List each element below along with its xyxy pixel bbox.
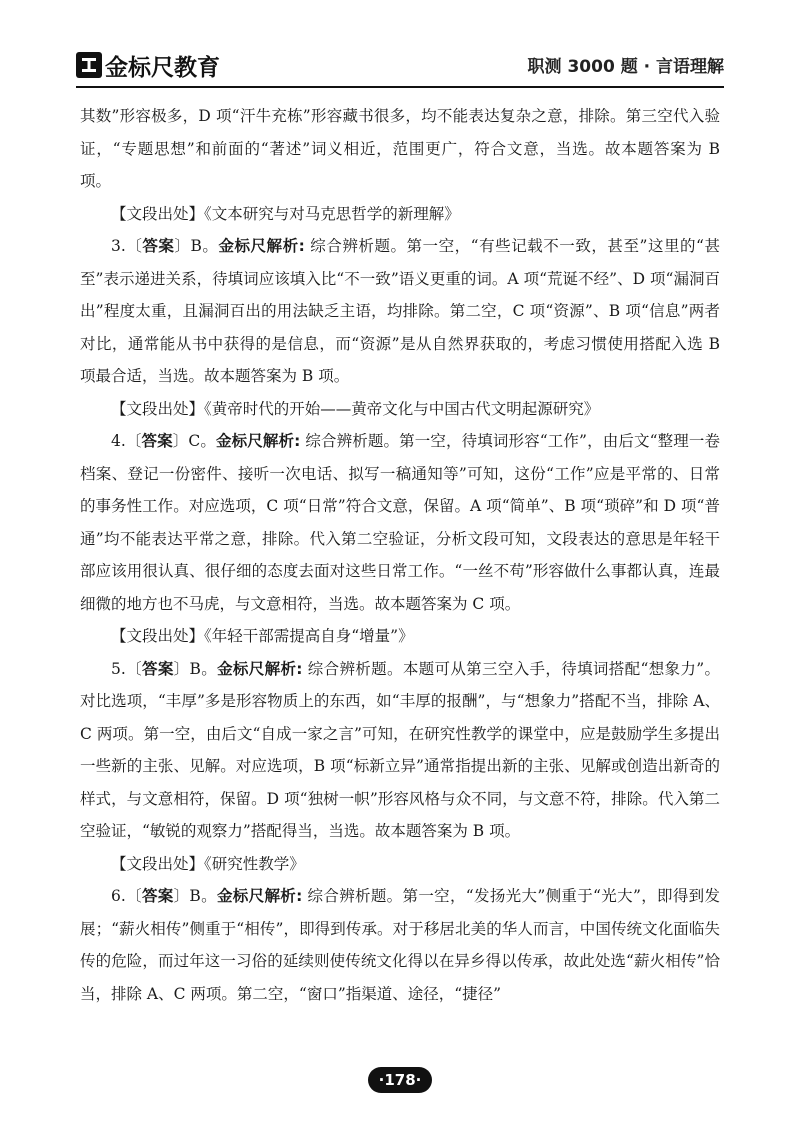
- answer-label: 答案: [141, 887, 174, 905]
- ruler-logo-icon: [76, 52, 102, 78]
- source-citation: 【文段出处】《年轻干部需提高自身“增量”》: [111, 627, 414, 645]
- analysis-text: 综合辨析题。第一空，“发扬光大”侧重于“光大”，即得到发展；“薪火相传”侧重于“相传”，即得到传承。对于移居北美的华人而言，中国传统文化面临失传的危险，而过年这一习俗的延续则使传统文化得以在异乡得以传承，故此处选“薪火相传”恰当，排除 A、C 两项。第二空，“窗口”指渠道、途径，“捷径”: [80, 887, 720, 1003]
- page-number: ·178·: [368, 1067, 432, 1093]
- header-divider: [76, 86, 724, 88]
- item-number: 4.〔: [111, 432, 142, 450]
- analysis-label: 金标尺解析:: [217, 659, 303, 678]
- answer-4: [80, 425, 720, 620]
- analysis-text: 综合辨析题。本题可从第三空入手，待填词搭配“想象力”。对比选项，“丰厚”多是形容物质上的东西，如“丰厚的报酬”，与“想象力”搭配不当，排除 A、C 两项。第一空，由后文“自成一家之言”可知，在研究性教学的课堂中，应是鼓励学生多提出一些新的主张、见解。对应选项，B 项“标新立异”通常指提出新的主张、见解或创造出新奇的样式，与文意相符，保留。D 项“独树一帜”形容风格与众不同，与文意不符，排除。代入第二空验证，“敏锐的观察力”搭配得当，当选。故本题答案为 B 项。: [80, 659, 720, 840]
- answer-3: [80, 230, 720, 393]
- source-citation: 【文段出处】《黄帝时代的开始——黄帝文化与中国古代文明起源研究》: [111, 399, 600, 418]
- answer-label: 答案: [141, 432, 173, 450]
- analysis-text: 综合辨析题。第一空，“有些记载不一致，甚至”这里的“甚至”表示递进关系，待填词应该填入比“不一致”语义更重的词。A 项“荒诞不经”、D 项“漏洞百出”程度太重，且漏洞百出的用法缺乏主语，均排除。第二空，C 项“资源”、B 项“信息”两者对比，通常能从书中获得的是信息，而“资源”是从自然界获取的，考虑习惯使用搭配入选 B 项最合适，当选。故本题答案为 B 项。: [80, 237, 721, 385]
- item-number: 6.〔: [111, 887, 142, 905]
- paragraph-continuation: 其数”形容极多，D 项“汗牛充栋”形容藏书很多，均不能表达复杂之意，排除。第三空代入验证，“专题思想”和前面的“著述”词义相近，范围更广，符合文意，当选。故本题答案为 B 项。: [80, 107, 720, 190]
- source-citation: 【文段出处】《研究性教学》: [111, 854, 305, 873]
- book-title: 职测 3000 题 · 言语理解: [527, 57, 724, 77]
- analysis-label: 金标尺解析:: [218, 237, 305, 255]
- analysis-label: 金标尺解析:: [216, 432, 301, 450]
- answer-6: [80, 880, 720, 1010]
- page-header: [0, 0, 800, 86]
- source-citation: 【文段出处】《文本研究与对马克思哲学的新理解》: [111, 204, 460, 223]
- brand-name: 金标尺教育: [105, 54, 220, 81]
- item-number: 3.〔: [111, 237, 143, 255]
- item-number: 5.〔: [111, 659, 142, 678]
- analysis-label: 金标尺解析:: [216, 887, 303, 905]
- page-body: [80, 100, 720, 1010]
- answer-choice: 〕C。: [172, 432, 217, 450]
- brand-logo: [76, 49, 220, 81]
- answer-choice: 〕B。: [173, 659, 218, 678]
- answer-5: [80, 653, 720, 848]
- analysis-text: 综合辨析题。第一空，待填词形容“工作”，由后文“整理一卷档案、登记一份密件、接听一次电话、拟写一稿通知等”可知，这份“工作”应是平常的、日常的事务性工作。对应选项，C 项“日常”符合文意，保留。A 项“简单”、B 项“琐碎”和 D 项“普通”均不能表达平常之意，排除。代入第二空验证，分析文段可知，文段表达的意思是年轻干部应该用很认真、很仔细的态度去面对这些日常工作。“一丝不苟”形容做什么事都认真，连最细微的地方也不马虎，与文意相符，当选。故本题答案为 C 项。: [80, 432, 720, 613]
- answer-label: 答案: [141, 659, 174, 678]
- answer-choice: 〕B。: [173, 887, 217, 905]
- answer-label: 答案: [142, 237, 175, 255]
- answer-choice: 〕B。: [174, 237, 219, 255]
